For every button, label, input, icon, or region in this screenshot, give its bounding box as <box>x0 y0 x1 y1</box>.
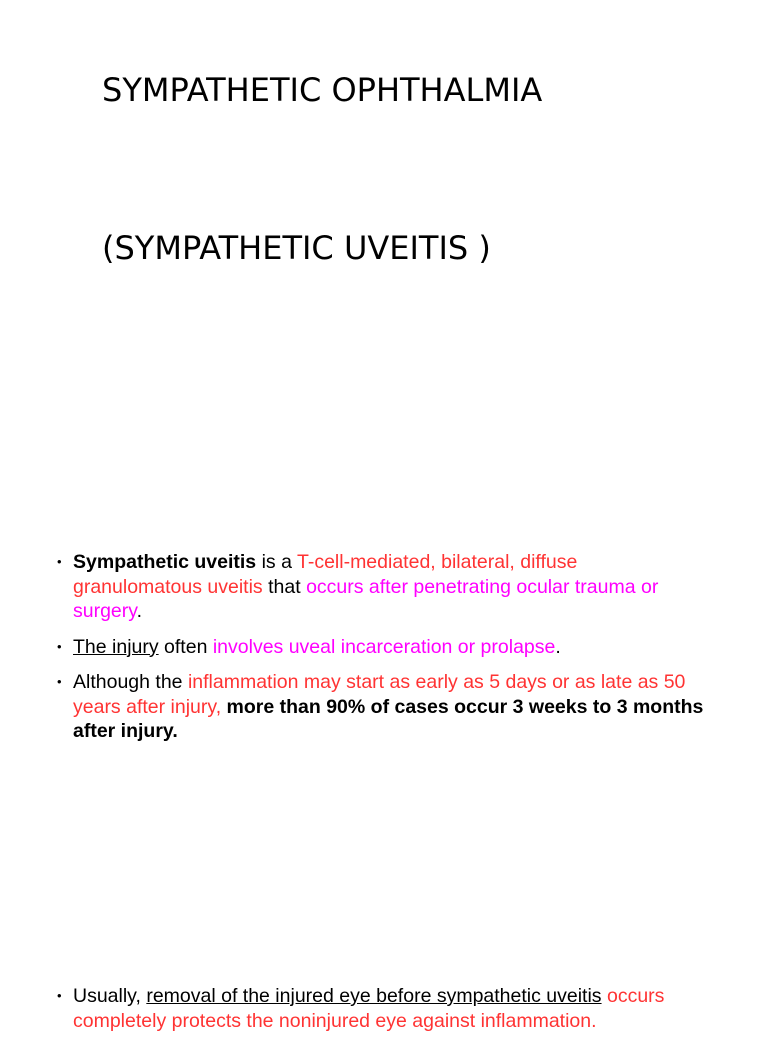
highlight-red: T-cell-mediated, bilateral, diffuse granulomatous uveitis <box>73 551 578 598</box>
underlined-text: removal of the injured eye before sympathetic uveitis <box>146 985 602 1007</box>
bullet-dot-icon: • <box>57 554 62 569</box>
bold-text: more than 90% of cases occur 3 weeks to 3 months after injury. <box>73 695 704 742</box>
bullet-dot-icon: • <box>57 638 62 654</box>
text-segment: . <box>136 600 142 622</box>
slide-subtitle: (SYMPATHETIC UVEITIS ) <box>102 229 491 267</box>
highlight-pink: involves uveal incarceration or prolapse <box>212 635 556 658</box>
text-segment: Usually, <box>73 985 147 1007</box>
bullet-injury <box>0 635 768 660</box>
bullet-dot-icon: • <box>57 674 62 689</box>
bullet-list-continued <box>0 984 768 1044</box>
text-segment: often <box>158 635 213 658</box>
highlight-red: occurs completely protects the noninjured eye against inflammation. <box>73 985 665 1032</box>
bullet-onset <box>0 670 768 744</box>
term-sympathetic-uveitis: Sympathetic uveitis <box>73 551 257 573</box>
bullet-definition <box>0 550 768 624</box>
text-segment: that <box>262 575 307 598</box>
underlined-text: The injury <box>73 635 159 658</box>
text-segment: is a <box>256 551 297 573</box>
text-segment: Although the <box>73 671 188 693</box>
bullet-enucleation <box>0 984 768 1033</box>
bullet-dot-icon: • <box>57 988 62 1003</box>
slide-title: SYMPATHETIC OPHTHALMIA <box>102 71 543 109</box>
bullet-list <box>0 550 768 755</box>
highlight-red: inflammation may start as early as 5 days or as late as 50 years after injury, <box>73 671 686 718</box>
text-segment: . <box>555 635 561 658</box>
highlight-pink: occurs after penetrating ocular trauma or surgery <box>73 575 659 622</box>
